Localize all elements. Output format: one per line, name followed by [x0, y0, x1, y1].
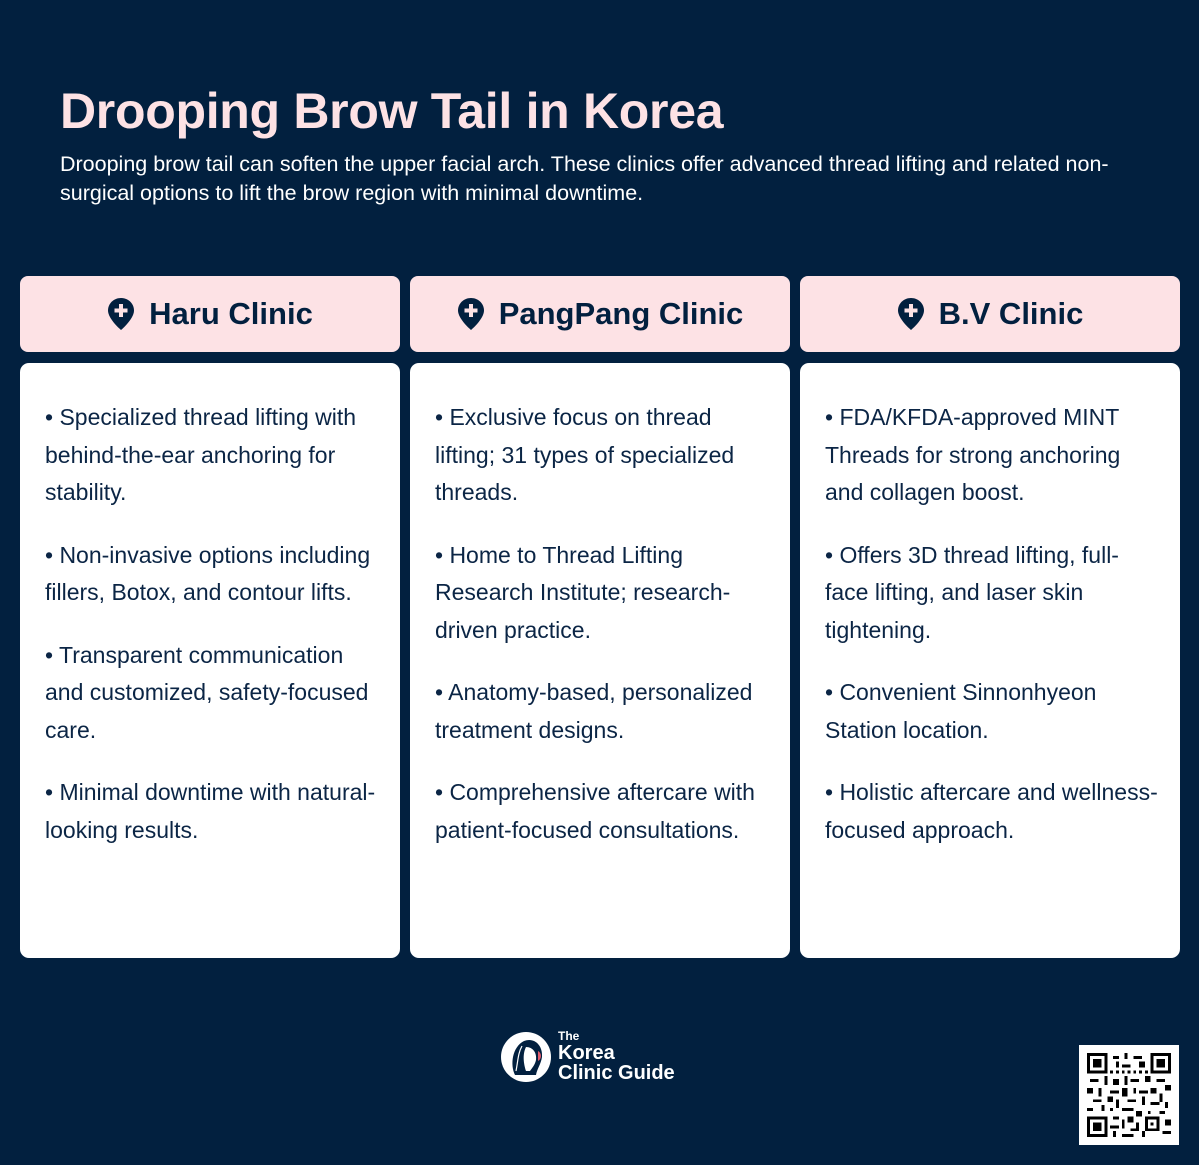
clinic-point: • Holistic aftercare and wellness-focused approach. [825, 779, 1158, 843]
clinic-point: • Non-invasive options including fillers, Botox, and contour lifts. [45, 541, 371, 605]
location-pin-cross-icon [107, 297, 135, 331]
page-title: Drooping Brow Tail in Korea [60, 83, 724, 139]
woman-face-logo-icon [500, 1031, 552, 1083]
clinic-card-haru [20, 363, 400, 958]
clinic-point: • Home to Thread Lifting Research Institute; research-driven practice. [435, 541, 731, 643]
logo-text-korea: Korea [558, 1042, 615, 1064]
clinic-point: • Offers 3D thread lifting, full-face lifting, and laser skin tightening. [825, 541, 1119, 643]
clinic-header-bv [800, 276, 1180, 352]
clinic-header-haru [20, 276, 400, 352]
clinic-name: Haru Clinic [149, 296, 313, 331]
clinic-point: • Anatomy-based, personalized treatment designs. [435, 679, 753, 743]
clinic-name: PangPang Clinic [498, 296, 744, 331]
clinic-point: • Comprehensive aftercare with patient-focused consultations. [435, 779, 755, 843]
logo-text-clinic-guide: Clinic Guide [558, 1062, 675, 1084]
clinic-point: • Exclusive focus on thread lifting; 31 types of specialized threads. [435, 404, 735, 505]
clinic-name: B.V Clinic [938, 296, 1084, 331]
clinic-card-pangpang [410, 363, 790, 958]
clinic-point: • Specialized thread lifting with behind-the-ear anchoring for stability. [45, 404, 357, 505]
clinic-point: • Convenient Sinnonhyeon Station location. [825, 679, 1097, 743]
clinic-point: • FDA/KFDA-approved MINT Threads for strong anchoring and collagen boost. [825, 404, 1121, 505]
page-subtitle: Drooping brow tail can soften the upper facial arch. These clinics offer advanced thread lifting and related non-surgical options to lift the brow region with minimal downtime. [60, 152, 1109, 205]
logo-text-the: The [558, 1029, 580, 1043]
qr-code-icon [1087, 1053, 1171, 1137]
location-pin-cross-icon [897, 297, 925, 331]
clinic-header-pangpang [410, 276, 790, 352]
clinic-point: • Transparent communication and customized, safety-focused care. [45, 641, 369, 743]
location-pin-cross-icon [457, 297, 485, 331]
qr-code[interactable] [1079, 1045, 1179, 1145]
clinic-card-bv [800, 363, 1180, 958]
clinic-point: • Minimal downtime with natural-looking results. [45, 779, 376, 843]
brand-logo [500, 1030, 675, 1083]
